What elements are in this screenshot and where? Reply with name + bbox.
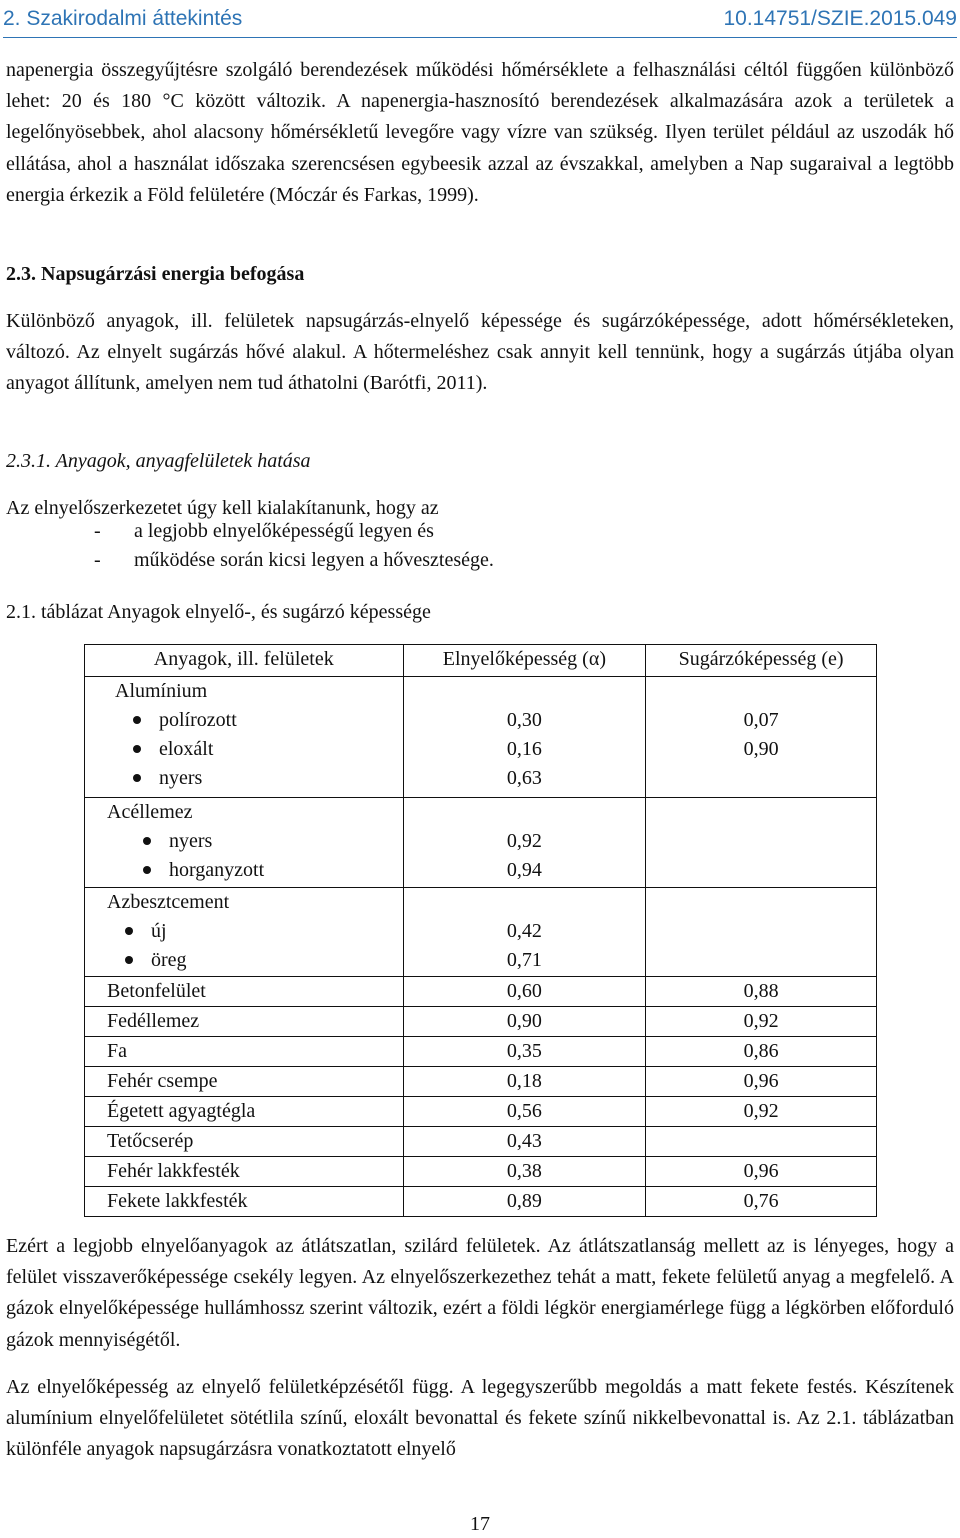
requirements-list xyxy=(94,517,494,574)
material-cell: Fehér csempe xyxy=(85,1067,404,1097)
dash-marker: - xyxy=(94,520,101,542)
chapter-title: 2. Szakirodalmi áttekintés xyxy=(3,7,243,30)
emissivity-cell: 0,96 xyxy=(646,1157,877,1187)
material-cell: Fedéllemez xyxy=(85,1007,404,1037)
col-header-absorptivity: Elnyelőképesség (α) xyxy=(403,645,646,677)
absorptivity-cell xyxy=(403,677,646,798)
col-header-emissivity: Sugárzóképesség (e) xyxy=(646,645,877,677)
absorptivity-cell: 0,18 xyxy=(403,1067,646,1097)
emissivity-cell: 0,88 xyxy=(646,977,877,1007)
list-item xyxy=(94,546,494,575)
list-item xyxy=(115,706,403,735)
value: 0,16 xyxy=(506,738,542,760)
group-name: Azbesztcement xyxy=(107,891,230,913)
value: 0,07 xyxy=(743,709,779,731)
bullet-icon xyxy=(133,774,141,782)
emissivity-cell xyxy=(646,677,877,798)
materials-table xyxy=(84,644,877,1217)
absorptivity-cell: 0,89 xyxy=(403,1187,646,1217)
table-row xyxy=(85,1157,877,1187)
subsection-heading-2-3-1: 2.3.1. Anyagok, anyagfelületek hatása xyxy=(6,450,311,472)
running-header xyxy=(3,4,957,34)
list-item-text: a legjobb elnyelőképességű legyen és xyxy=(134,520,434,542)
table-row xyxy=(85,1067,877,1097)
doi-reference: 10.14751/SZIE.2015.049 xyxy=(723,7,957,30)
value: 0,63 xyxy=(506,767,542,789)
value: 0,90 xyxy=(743,738,779,760)
emissivity-cell xyxy=(646,1127,877,1157)
material-cell: Égetett agyagtégla xyxy=(85,1097,404,1127)
item-name: öreg xyxy=(151,949,187,971)
value: 0,94 xyxy=(506,859,542,881)
group-name: Acéllemez xyxy=(107,801,193,823)
list-item xyxy=(107,917,403,946)
absorptivity-cell: 0,90 xyxy=(403,1007,646,1037)
value: 0,30 xyxy=(506,709,542,731)
list-item xyxy=(107,827,403,856)
conclusion-paragraph: Ezért a legjobb elnyelőanyagok az átlátszatlan, szilárd felületek. Az átlátszatlanság mellett az is lényeges, hogy a felület visszaverőképessége csekély legyen. Az elnyelőszerkezethez tehát a matt, fekete felületű anyag a megfelelő. A gázok elnyelőképessége hullámhossz szerint változik, ezért a földi légkör energiamérlege függ a légkörben előforduló gázok mennyiségétől. xyxy=(6,1235,954,1351)
list-item xyxy=(115,735,403,764)
table-header-row xyxy=(85,645,877,677)
group-name: Alumínium xyxy=(115,680,208,702)
list-item xyxy=(94,517,494,546)
value: 0,42 xyxy=(506,920,542,942)
material-cell: Betonfelület xyxy=(85,977,404,1007)
requirements-intro: Az elnyelőszerkezetet úgy kell kialakítanunk, hogy az xyxy=(6,497,439,519)
emissivity-cell xyxy=(646,888,877,977)
col-header-material: Anyagok, ill. felületek xyxy=(85,645,404,677)
table-row xyxy=(85,1187,877,1217)
table-row xyxy=(85,888,877,977)
value: 0,71 xyxy=(506,949,542,971)
list-item xyxy=(107,856,403,885)
table-row xyxy=(85,798,877,888)
table-row xyxy=(85,1037,877,1067)
list-item xyxy=(115,764,403,793)
bullet-icon xyxy=(143,837,151,845)
bullet-icon xyxy=(125,927,133,935)
material-cell xyxy=(85,677,404,798)
absorptivity-cell: 0,56 xyxy=(403,1097,646,1127)
absorptivity-cell xyxy=(403,798,646,888)
table-row xyxy=(85,1127,877,1157)
emissivity-cell: 0,76 xyxy=(646,1187,877,1217)
material-cell: Fekete lakkfesték xyxy=(85,1187,404,1217)
item-name: eloxált xyxy=(159,738,214,760)
absorptivity-cell: 0,60 xyxy=(403,977,646,1007)
bullet-icon xyxy=(133,716,141,724)
dash-marker: - xyxy=(94,548,101,571)
absorptivity-cell: 0,43 xyxy=(403,1127,646,1157)
list-item xyxy=(107,946,403,975)
page-number: 17 xyxy=(470,1513,490,1535)
material-cell xyxy=(85,888,404,977)
material-cell: Tetőcserép xyxy=(85,1127,404,1157)
absorptivity-cell: 0,35 xyxy=(403,1037,646,1067)
list-item-text: működése során kicsi legyen a hővesztesége. xyxy=(134,548,494,571)
emissivity-cell: 0,96 xyxy=(646,1067,877,1097)
bullet-icon xyxy=(143,866,151,874)
bullet-icon xyxy=(133,745,141,753)
material-cell: Fa xyxy=(85,1037,404,1067)
material-cell: Fehér lakkfesték xyxy=(85,1157,404,1187)
absorptivity-cell xyxy=(403,888,646,977)
bullet-icon xyxy=(125,956,133,964)
section-2-3-paragraph: Különböző anyagok, ill. felületek napsugárzás-elnyelő képessége és sugárzóképessége, adott hőmérsékleteken, változó. Az elnyelt sugárzás hővé alakul. A hőtermeléshez csak annyit kell tennünk, hogy a sugárzás útjába olyan anyagot állítunk, amelyen nem tud áthatolni (Barótfi, 2011). xyxy=(6,310,954,395)
emissivity-cell: 0,86 xyxy=(646,1037,877,1067)
value: 0,92 xyxy=(506,830,542,852)
absorptivity-paragraph: Az elnyelőképesség az elnyelő felületképzésétől függ. A legegyszerűbb megoldás a matt fekete festés. Készítenek alumínium elnyelőfelületet sötétlila színű, eloxált bevonattal és fekete színű nikkelbevonattal is. Az 2.1. táblázatban különféle anyagok napsugárzásra vonatkoztatott elnyelő xyxy=(6,1376,954,1461)
emissivity-cell: 0,92 xyxy=(646,1097,877,1127)
item-name: nyers xyxy=(169,830,213,852)
item-name: polírozott xyxy=(159,709,237,731)
table-caption: 2.1. táblázat Anyagok elnyelő-, és sugárzó képessége xyxy=(6,601,431,623)
item-name: új xyxy=(151,920,167,942)
table-row xyxy=(85,677,877,798)
intro-paragraph: napenergia összegyűjtésre szolgáló berendezések működési hőmérséklete a felhasználási céltól függően különböző lehet: 20 és 180 °C között változik. A napenergia-hasznosító berendezések alkalmazására azok a területek a legelőnyösebbek, ahol alacsony hőmérsékletű levegőre vagy vízre van szükség. Ilyen terület például az uszodák hő ellátása, ahol a használat időszaka szerencsésen egybeesik azzal az évszakkal, amelyben a Nap sugaraival a legtöbb energia érkezik a Föld felületére (Móczár és Farkas, 1999). xyxy=(6,59,954,206)
item-name: nyers xyxy=(159,767,203,789)
emissivity-cell: 0,92 xyxy=(646,1007,877,1037)
header-divider xyxy=(3,37,957,38)
item-name: horganyzott xyxy=(169,859,265,881)
emissivity-cell xyxy=(646,798,877,888)
table-row xyxy=(85,1097,877,1127)
table-row xyxy=(85,1007,877,1037)
material-cell xyxy=(85,798,404,888)
absorptivity-cell: 0,38 xyxy=(403,1157,646,1187)
table-row xyxy=(85,977,877,1007)
section-heading-2-3: 2.3. Napsugárzási energia befogása xyxy=(6,263,305,285)
